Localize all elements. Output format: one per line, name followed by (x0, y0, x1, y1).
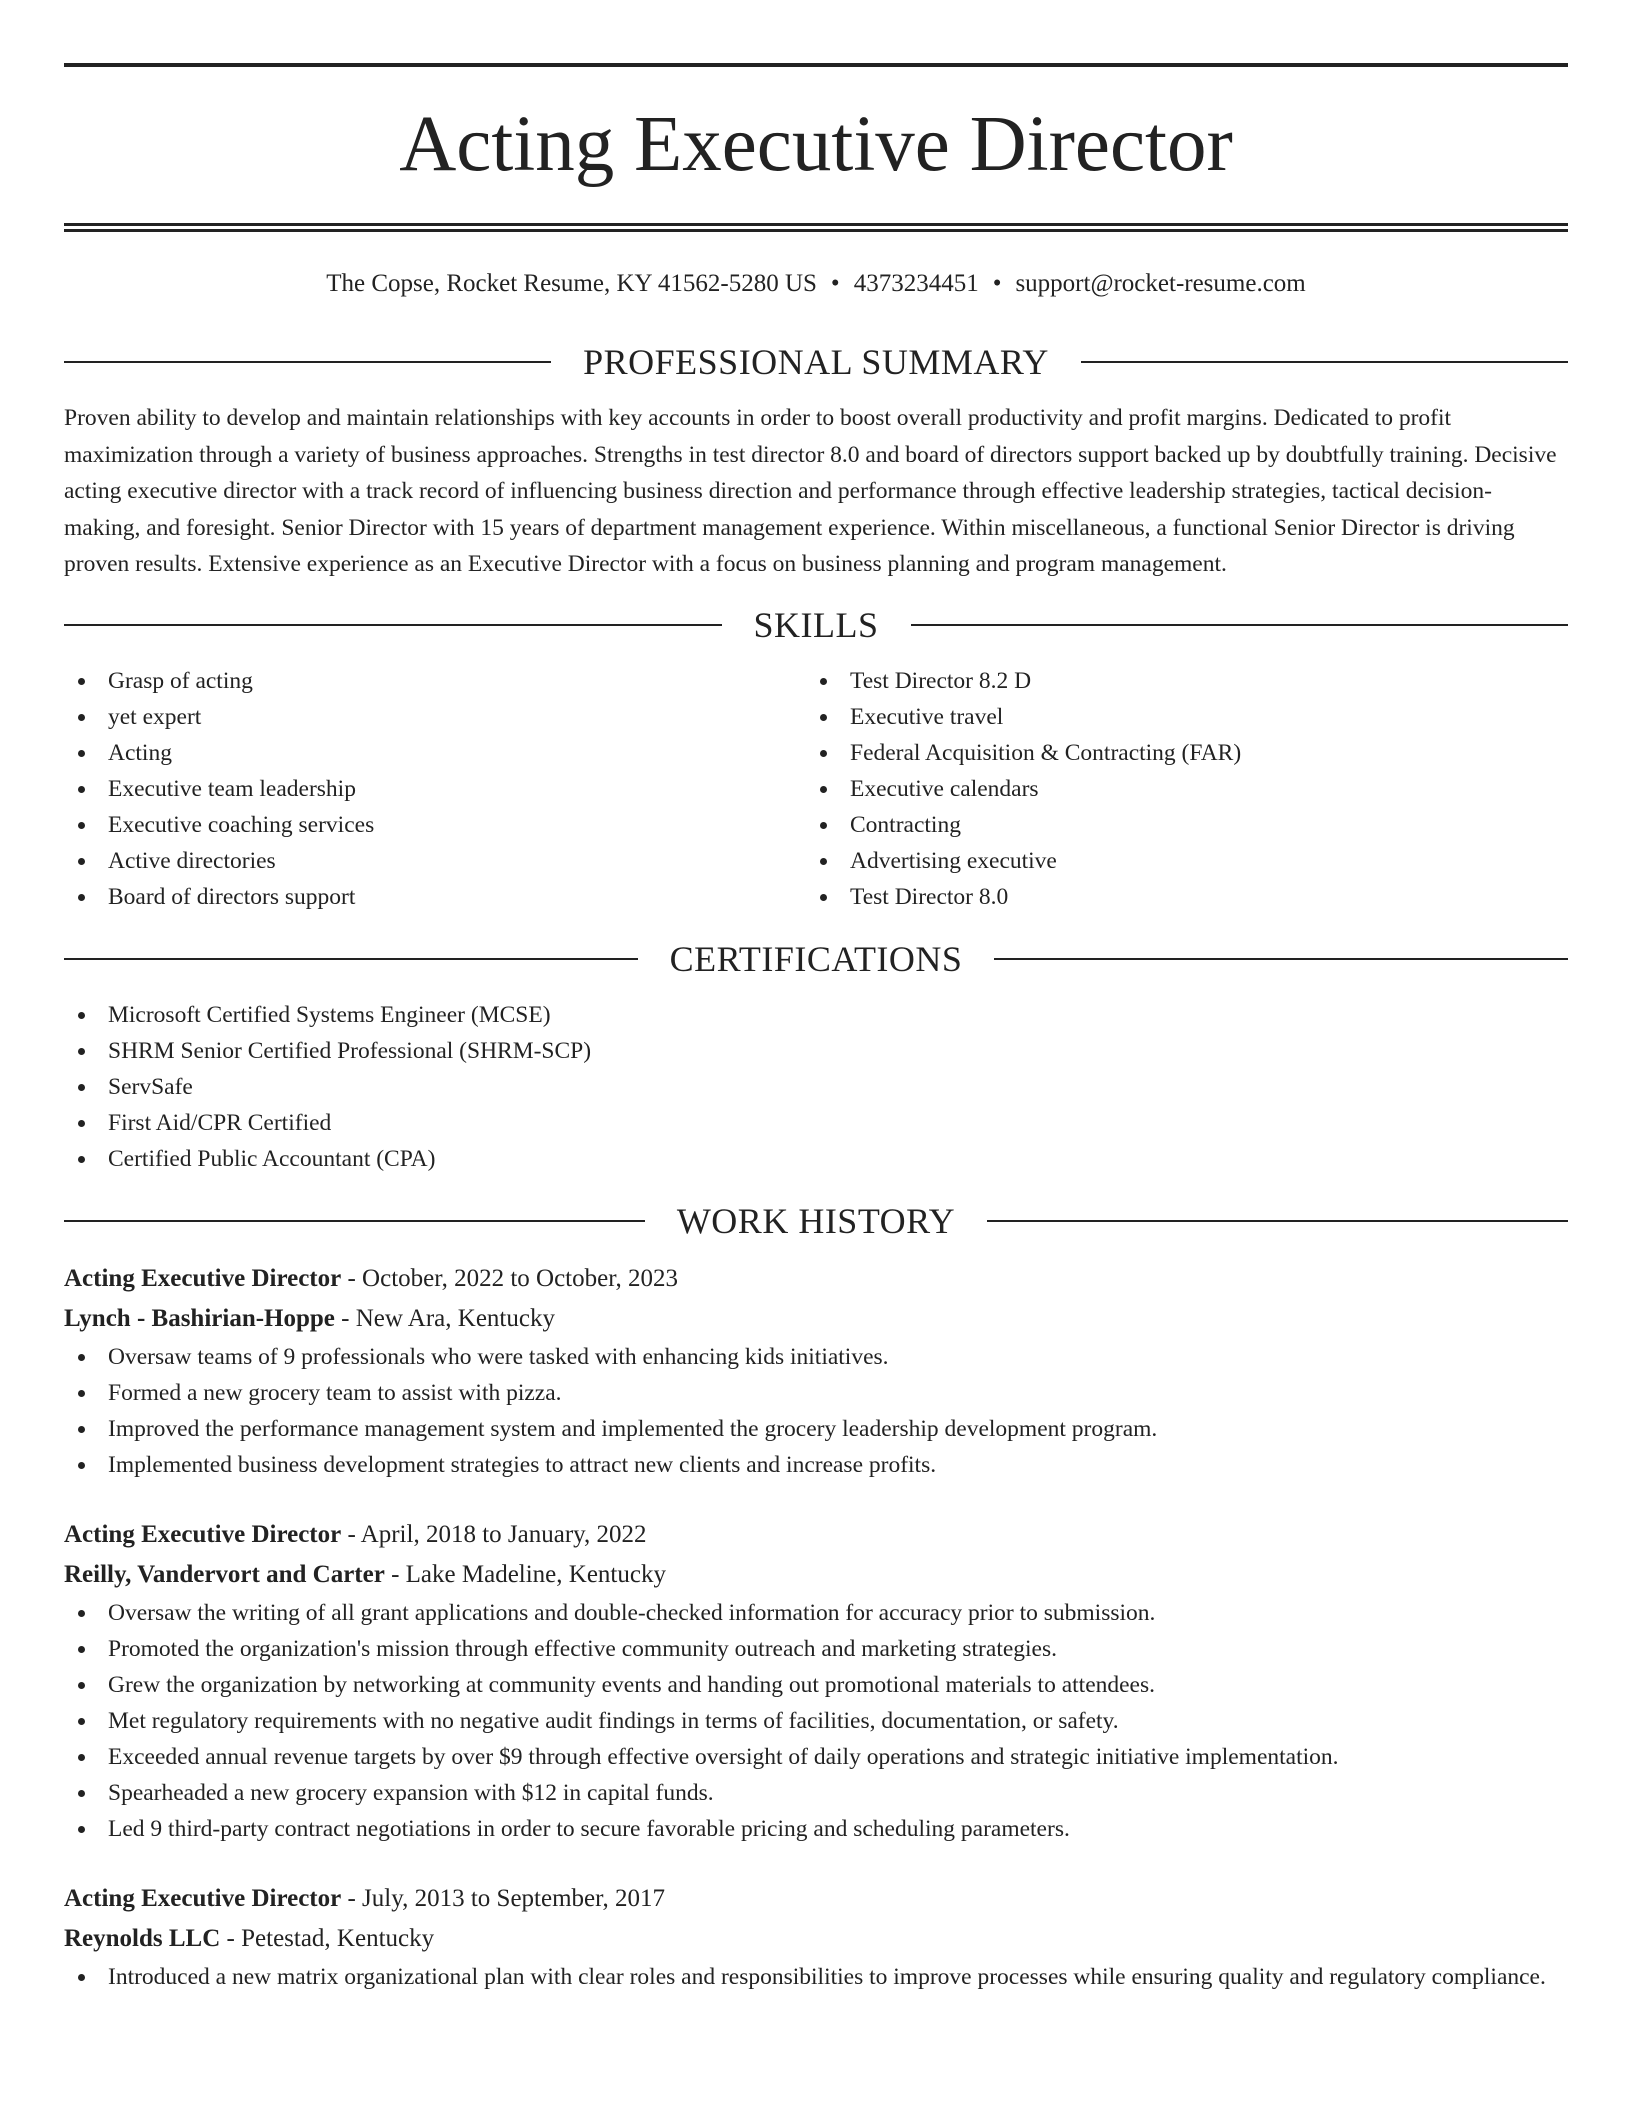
job-bullet-list (64, 1959, 1568, 1995)
bullet-icon (78, 750, 85, 757)
job-bullet-text: Promoted the organization's mission through effective community outreach and marketing strategies. (108, 1635, 1058, 1662)
bullet-icon (820, 750, 827, 757)
skill-item (806, 771, 1548, 807)
skill-item (64, 771, 806, 807)
contact-address: The Copse, Rocket Resume, KY 41562-5280 US (326, 270, 817, 297)
skill-item-text: Federal Acquisition & Contracting (FAR) (850, 739, 1242, 766)
job-bullet-text: Grew the organization by networking at community events and handing out promotional materials to attendees. (108, 1671, 1156, 1698)
bullet-icon (78, 786, 85, 793)
job-company: Reilly, Vandervort and Carter (64, 1560, 385, 1588)
skills-list-right (806, 663, 1548, 915)
job-location: - Lake Madeline, Kentucky (384, 1560, 666, 1588)
work-heading: WORK HISTORY (676, 1200, 956, 1241)
skills-section-heading (64, 603, 1568, 647)
bullet-icon (78, 1048, 85, 1055)
bullet-icon (820, 822, 827, 829)
job-bullet (64, 1667, 1568, 1703)
certifications-list (64, 997, 1568, 1177)
skill-item-text: Board of directors support (108, 883, 356, 910)
certification-item (64, 1141, 1568, 1177)
bullet-icon (78, 678, 85, 685)
contact-email: support@rocket-resume.com (1015, 270, 1306, 297)
skill-item-text: Test Director 8.0 (850, 883, 1009, 910)
bullet-icon (78, 1682, 85, 1689)
certifications-section-heading (64, 937, 1568, 981)
job-dates: - April, 2018 to January, 2022 (341, 1520, 647, 1548)
job-entry (64, 1259, 1568, 1483)
skill-item-text: Executive coaching services (108, 811, 375, 838)
summary-text: Proven ability to develop and maintain relationships with key accounts in order to boost overall productivity and profit margins. Dedicated to profit maximization through a variety of business approaches. Strengths in test director 8.0 and board of directors support backed up by doubtfully training. Decisive acting executive director with a track record of influencing business direction and performance through effective leadership strategies, tactical decision-making, and foresight. Senior Director with 15 years of department management experience. Within miscellaneous, a functional Senior Director is driving proven results. Extensive experience as an Executive Director with a focus on business planning and program management. (64, 405, 1557, 577)
bullet-icon (78, 1754, 85, 1761)
job-company-line (64, 1299, 1568, 1339)
heading-rule-left (64, 958, 638, 960)
title-double-rule (64, 223, 1568, 232)
certification-item (64, 1105, 1568, 1141)
bullet-icon (820, 894, 827, 901)
summary-heading: PROFESSIONAL SUMMARY (583, 342, 1049, 382)
job-bullet (64, 1411, 1568, 1447)
bullet-icon (78, 1012, 85, 1019)
contact-phone: 4373234451 (853, 270, 979, 297)
skill-item (806, 663, 1548, 699)
job-company: Reynolds LLC (64, 1924, 221, 1952)
top-rule (64, 63, 1568, 67)
certification-item-text: Microsoft Certified Systems Engineer (MCSE) (108, 1001, 551, 1028)
heading-rule-right (911, 624, 1569, 626)
certification-item-text: Certified Public Accountant (CPA) (108, 1145, 436, 1172)
job-location: - Petestad, Kentucky (220, 1924, 435, 1952)
skill-item-text: Contracting (850, 811, 961, 838)
job-dates: - October, 2022 to October, 2023 (341, 1264, 679, 1292)
contact-separator: • (830, 270, 840, 297)
skill-item (64, 735, 806, 771)
bullet-icon (820, 714, 827, 721)
heading-rule-right (994, 958, 1568, 960)
job-title: Acting Executive Director (64, 1264, 342, 1292)
skill-item (64, 807, 806, 843)
job-company-line (64, 1555, 1568, 1595)
skill-item (806, 807, 1548, 843)
bullet-icon (78, 1120, 85, 1127)
job-bullet-text: Led 9 third-party contract negotiations in order to secure favorable pricing and scheduling parameters. (108, 1815, 1070, 1842)
skill-item-text: Executive team leadership (108, 775, 356, 802)
skills-heading: SKILLS (753, 604, 879, 645)
job-bullet (64, 1811, 1568, 1847)
bullet-icon (820, 786, 827, 793)
skills-columns (64, 663, 1568, 915)
heading-rule-left (64, 624, 722, 626)
job-bullet-text: Exceeded annual revenue targets by over $9 through effective oversight of daily operations and strategic initiative implementation. (108, 1743, 1339, 1770)
skill-item (806, 843, 1548, 879)
certification-item-text: First Aid/CPR Certified (108, 1109, 332, 1136)
certification-item-text: ServSafe (108, 1073, 193, 1100)
bullet-icon (78, 1462, 85, 1469)
bullet-icon (78, 894, 85, 901)
summary-section-heading (64, 340, 1568, 384)
job-bullet-text: Oversaw teams of 9 professionals who were tasked with enhancing kids initiatives. (108, 1343, 889, 1370)
job-title: Acting Executive Director (64, 1884, 342, 1912)
skill-item (806, 735, 1548, 771)
job-bullet-text: Introduced a new matrix organizational plan with clear roles and responsibilities to improve processes while ensuring quality and regulatory compliance. (108, 1963, 1546, 1990)
skill-item (806, 699, 1548, 735)
skill-item (806, 879, 1548, 915)
bullet-icon (78, 1790, 85, 1797)
skill-item-text: Executive travel (850, 703, 1004, 730)
job-bullet (64, 1595, 1568, 1631)
work-section-heading (64, 1199, 1568, 1243)
job-bullet (64, 1775, 1568, 1811)
skill-item-text: Acting (108, 739, 172, 766)
job-bullet-text: Met regulatory requirements with no negative audit findings in terms of facilities, documentation, or safety. (108, 1707, 1119, 1734)
heading-rule-right (987, 1220, 1568, 1222)
bullet-icon (78, 1646, 85, 1653)
job-bullet (64, 1447, 1568, 1483)
job-bullet-list (64, 1339, 1568, 1483)
heading-rule-left (64, 361, 551, 363)
job-bullet (64, 1703, 1568, 1739)
job-entry (64, 1515, 1568, 1847)
skill-item (64, 663, 806, 699)
bullet-icon (78, 1718, 85, 1725)
job-title-line (64, 1259, 1568, 1299)
skill-item (64, 879, 806, 915)
bullet-icon (78, 1156, 85, 1163)
contact-separator: • (992, 270, 1002, 297)
bullet-icon (78, 858, 85, 865)
job-bullet-text: Spearheaded a new grocery expansion with $12 in capital funds. (108, 1779, 714, 1806)
certification-item (64, 1069, 1568, 1105)
job-title-line (64, 1879, 1568, 1919)
certifications-heading: CERTIFICATIONS (669, 938, 963, 979)
skill-item (64, 843, 806, 879)
skill-item-text: Test Director 8.2 D (850, 667, 1032, 694)
contact-line (64, 268, 1568, 300)
bullet-icon (78, 1610, 85, 1617)
job-bullet-text: Oversaw the writing of all grant applications and double-checked information for accuracy prior to submission. (108, 1599, 1156, 1626)
skills-list-left (64, 663, 806, 915)
bullet-icon (820, 858, 827, 865)
bullet-icon (78, 1390, 85, 1397)
resume-content (64, 0, 1568, 1995)
resume-title: Acting Executive Director (399, 101, 1233, 188)
bullet-icon (78, 1084, 85, 1091)
job-bullet-text: Formed a new grocery team to assist with pizza. (108, 1379, 562, 1406)
skill-item-text: yet expert (108, 703, 202, 730)
skill-item-text: Grasp of acting (108, 667, 253, 694)
bullet-icon (78, 822, 85, 829)
bullet-icon (78, 1974, 85, 1981)
certification-item (64, 997, 1568, 1033)
job-company-line (64, 1919, 1568, 1959)
bullet-icon (78, 1354, 85, 1361)
job-bullet (64, 1739, 1568, 1775)
job-bullet (64, 1375, 1568, 1411)
job-dates: - July, 2013 to September, 2017 (341, 1884, 665, 1912)
certification-item (64, 1033, 1568, 1069)
job-bullet-text: Implemented business development strategies to attract new clients and increase profits. (108, 1451, 937, 1478)
job-title-line (64, 1515, 1568, 1555)
job-bullet-list (64, 1595, 1568, 1847)
bullet-icon (78, 1426, 85, 1433)
job-location: - New Ara, Kentucky (334, 1304, 555, 1332)
job-title: Acting Executive Director (64, 1520, 342, 1548)
job-bullet (64, 1339, 1568, 1375)
job-entry (64, 1879, 1568, 1995)
heading-rule-right (1081, 361, 1568, 363)
job-bullet (64, 1631, 1568, 1667)
job-bullet (64, 1959, 1568, 1995)
job-bullet-text: Improved the performance management system and implemented the grocery leadership development program. (108, 1415, 1158, 1442)
heading-rule-left (64, 1220, 645, 1222)
certification-item-text: SHRM Senior Certified Professional (SHRM-SCP) (108, 1037, 592, 1064)
bullet-icon (820, 678, 827, 685)
skill-item-text: Executive calendars (850, 775, 1039, 802)
bullet-icon (78, 1826, 85, 1833)
skill-item (64, 699, 806, 735)
work-history-list (64, 1259, 1568, 1995)
skill-item-text: Advertising executive (850, 847, 1057, 874)
bullet-icon (78, 714, 85, 721)
skill-item-text: Active directories (108, 847, 276, 874)
job-company: Lynch - Bashirian-Hoppe (64, 1304, 335, 1332)
